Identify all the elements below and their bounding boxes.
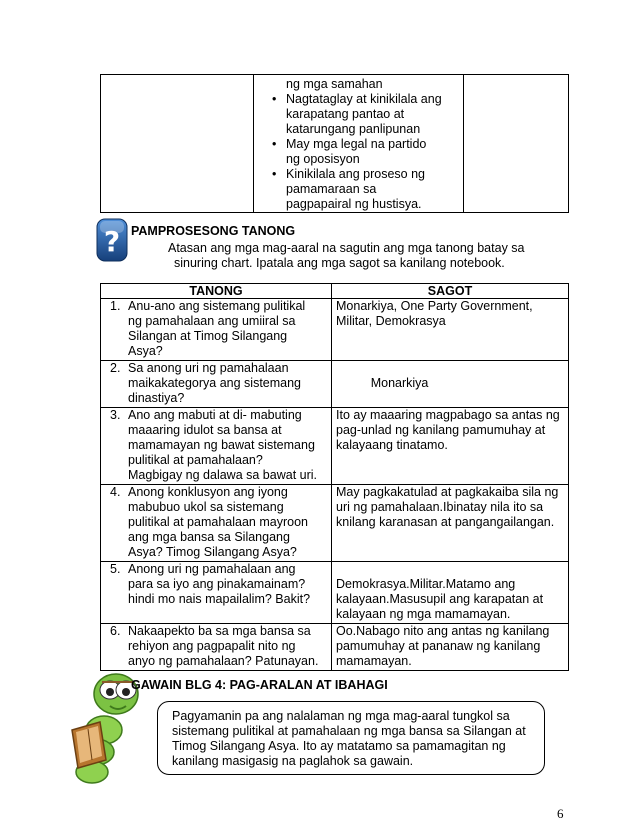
answer-cell bbox=[332, 361, 569, 408]
answer-line bbox=[336, 562, 565, 577]
question-number: 2. bbox=[110, 361, 121, 375]
answer-line: uri ng pamahalaan.Ibinatay nila ito sa bbox=[336, 500, 544, 514]
question-cell bbox=[101, 485, 332, 562]
bullet-line bbox=[254, 77, 459, 92]
table-row bbox=[101, 299, 569, 361]
answer-line: mamamayan. bbox=[336, 654, 412, 668]
answer-line: Ito ay maaaring magpabago sa antas ng bbox=[336, 408, 560, 422]
bullet-text: katarungang panlipunan bbox=[286, 122, 421, 136]
table-row bbox=[101, 562, 569, 624]
question-line: Silangan at Timog Silangang bbox=[128, 329, 288, 343]
answer-line: pamumuhay at pananaw ng kanilang bbox=[336, 639, 541, 653]
bullet-line bbox=[254, 137, 459, 152]
empty-cell-left bbox=[101, 75, 254, 213]
question-line: mamamayan ng bawat sistemang bbox=[128, 438, 315, 452]
question-cell bbox=[101, 361, 332, 408]
question-cell bbox=[101, 562, 332, 624]
answer-cell bbox=[332, 299, 569, 361]
activity-line: sistemang pulitikal at pamahalaan ng mga bansa sa Silangan at bbox=[172, 724, 526, 738]
question-line: maikakategorya ang sistemang bbox=[128, 376, 302, 390]
criteria-table-continuation bbox=[100, 74, 569, 213]
bullet-text: karapatang pantao at bbox=[286, 107, 405, 121]
question-line: Nakaapekto ba sa mga bansa sa bbox=[128, 624, 311, 638]
bullet-line bbox=[254, 182, 459, 197]
section-title: PAMPROSESONG TANONG bbox=[131, 224, 296, 238]
answer-line: Monarkiya, One Party Government, bbox=[336, 299, 533, 313]
bullet-line bbox=[254, 152, 459, 167]
answer-line: kalayaan ng mga mamamayan. bbox=[336, 607, 511, 621]
question-number: 6. bbox=[110, 624, 121, 638]
bullet-line bbox=[254, 92, 459, 107]
answer-line: May pagkakatulad at pagkakaiba sila ng bbox=[336, 485, 559, 499]
question-line: dinastiya? bbox=[128, 391, 185, 405]
question-mark-icon bbox=[96, 218, 128, 262]
question-line: Anu-ano ang sistemang pulitikal bbox=[128, 299, 306, 313]
question-number: 3. bbox=[110, 408, 121, 422]
answer-line: Militar, Demokrasya bbox=[336, 314, 446, 328]
bullet-text: Nagtataglay at kinikilala ang bbox=[286, 92, 442, 106]
table-row bbox=[101, 361, 569, 408]
question-line: mabubuo ukol sa sistemang bbox=[128, 500, 284, 514]
question-number: 4. bbox=[110, 485, 121, 499]
bullet-line bbox=[254, 197, 459, 212]
bullet-text: pamamaraan sa bbox=[286, 182, 377, 196]
answer-line: Oo.Nabago nito ang antas ng kanilang bbox=[336, 624, 550, 638]
bullet-text: Kinikilala ang proseso ng bbox=[286, 167, 425, 181]
answer-line: pag-unlad ng kanilang pamumuhay at bbox=[336, 423, 546, 437]
question-number: 1. bbox=[110, 299, 121, 313]
bullet-text: ng mga samahan bbox=[286, 77, 383, 91]
question-line: hindi mo nais mapailalim? Bakit? bbox=[128, 592, 311, 606]
table-row bbox=[101, 408, 569, 485]
bullet-cell bbox=[254, 75, 464, 213]
question-line: Asya? Timog Silangang Asya? bbox=[128, 545, 297, 559]
page-number: 6 bbox=[557, 806, 564, 821]
question-line: Sa anong uri ng pamahalaan bbox=[128, 361, 289, 375]
question-line: ang mga bansa sa Silangang bbox=[128, 530, 290, 544]
question-line: rehiyon ang pagpapalit nito ng bbox=[128, 639, 296, 653]
questions-answers-table bbox=[100, 283, 569, 671]
section-description bbox=[168, 241, 548, 271]
bullet-list bbox=[254, 75, 463, 212]
bullet-dot-icon: • bbox=[272, 167, 277, 181]
svg-text:?: ? bbox=[103, 225, 121, 258]
bullet-line bbox=[254, 107, 459, 122]
question-cell bbox=[101, 299, 332, 361]
answer-line: kalayaang tinatamo. bbox=[336, 438, 448, 452]
section-description-line: sinuring chart. Ipatala ang mga sagot sa kanilang notebook. bbox=[174, 256, 505, 270]
answer-cell bbox=[332, 408, 569, 485]
activity-line: kanilang masigasig na paglahok sa gawain. bbox=[172, 754, 414, 768]
bullet-text: pagpapairal ng hustisya. bbox=[286, 197, 422, 211]
question-line: Anong konklusyon ang iyong bbox=[128, 485, 288, 499]
question-line: anyo ng pamahalaan? Patunayan. bbox=[128, 654, 319, 668]
bullet-text: May mga legal na partido bbox=[286, 137, 427, 151]
empty-cell-right bbox=[464, 75, 569, 213]
answer-cell bbox=[332, 562, 569, 624]
bullet-dot-icon: • bbox=[272, 137, 277, 151]
question-line: Asya? bbox=[128, 344, 163, 358]
answer-cell bbox=[332, 624, 569, 671]
section-description-line: Atasan ang mga mag-aaral na sagutin ang mga tanong batay sa bbox=[168, 241, 525, 255]
question-line: Anong uri ng pamahalaan ang bbox=[128, 562, 296, 576]
table-row bbox=[101, 485, 569, 562]
activity-title: GAWAIN BLG 4: PAG-ARALAN AT IBAHAGI bbox=[131, 678, 388, 692]
question-cell bbox=[101, 624, 332, 671]
answer-line: knilang karanasan at pangangailangan. bbox=[336, 515, 555, 529]
answer-line: Monarkiya bbox=[336, 376, 429, 390]
activity-line: Timog Silangang Asya. Ito ay matatamo sa pamamagitan ng bbox=[172, 739, 506, 753]
bullet-text: ng oposisyon bbox=[286, 152, 360, 166]
question-cell bbox=[101, 408, 332, 485]
question-line: pulitikal at pamahalaan mayroon bbox=[128, 515, 308, 529]
answer-cell bbox=[332, 485, 569, 562]
bullet-line bbox=[254, 167, 459, 182]
answer-line bbox=[336, 361, 565, 376]
question-line: Magbigay ng dalawa sa bawat uri. bbox=[128, 468, 318, 482]
header-sagot: SAGOT bbox=[332, 284, 569, 299]
question-line: Ano ang mabuti at di- mabuting bbox=[128, 408, 302, 422]
bullet-dot-icon: • bbox=[272, 92, 277, 106]
activity-instruction-box bbox=[157, 701, 545, 775]
question-line: ng pamahalaan ang umiiral sa bbox=[128, 314, 296, 328]
question-line: pulitikal at pamahalaan? bbox=[128, 453, 263, 467]
table-row bbox=[101, 624, 569, 671]
question-number: 5. bbox=[110, 562, 121, 576]
question-line: para sa iyo ang pinakamainam? bbox=[128, 577, 306, 591]
answer-line: kalayaan.Masusupil ang karapatan at bbox=[336, 592, 544, 606]
header-tanong: TANONG bbox=[101, 284, 332, 299]
bullet-line bbox=[254, 122, 459, 137]
activity-line: Pagyamanin pa ang nalalaman ng mga mag-aaral tungkol sa bbox=[172, 709, 510, 723]
answer-line: Demokrasya.Militar.Matamo ang bbox=[336, 577, 516, 591]
question-line: maaaring idulot sa bansa at bbox=[128, 423, 282, 437]
